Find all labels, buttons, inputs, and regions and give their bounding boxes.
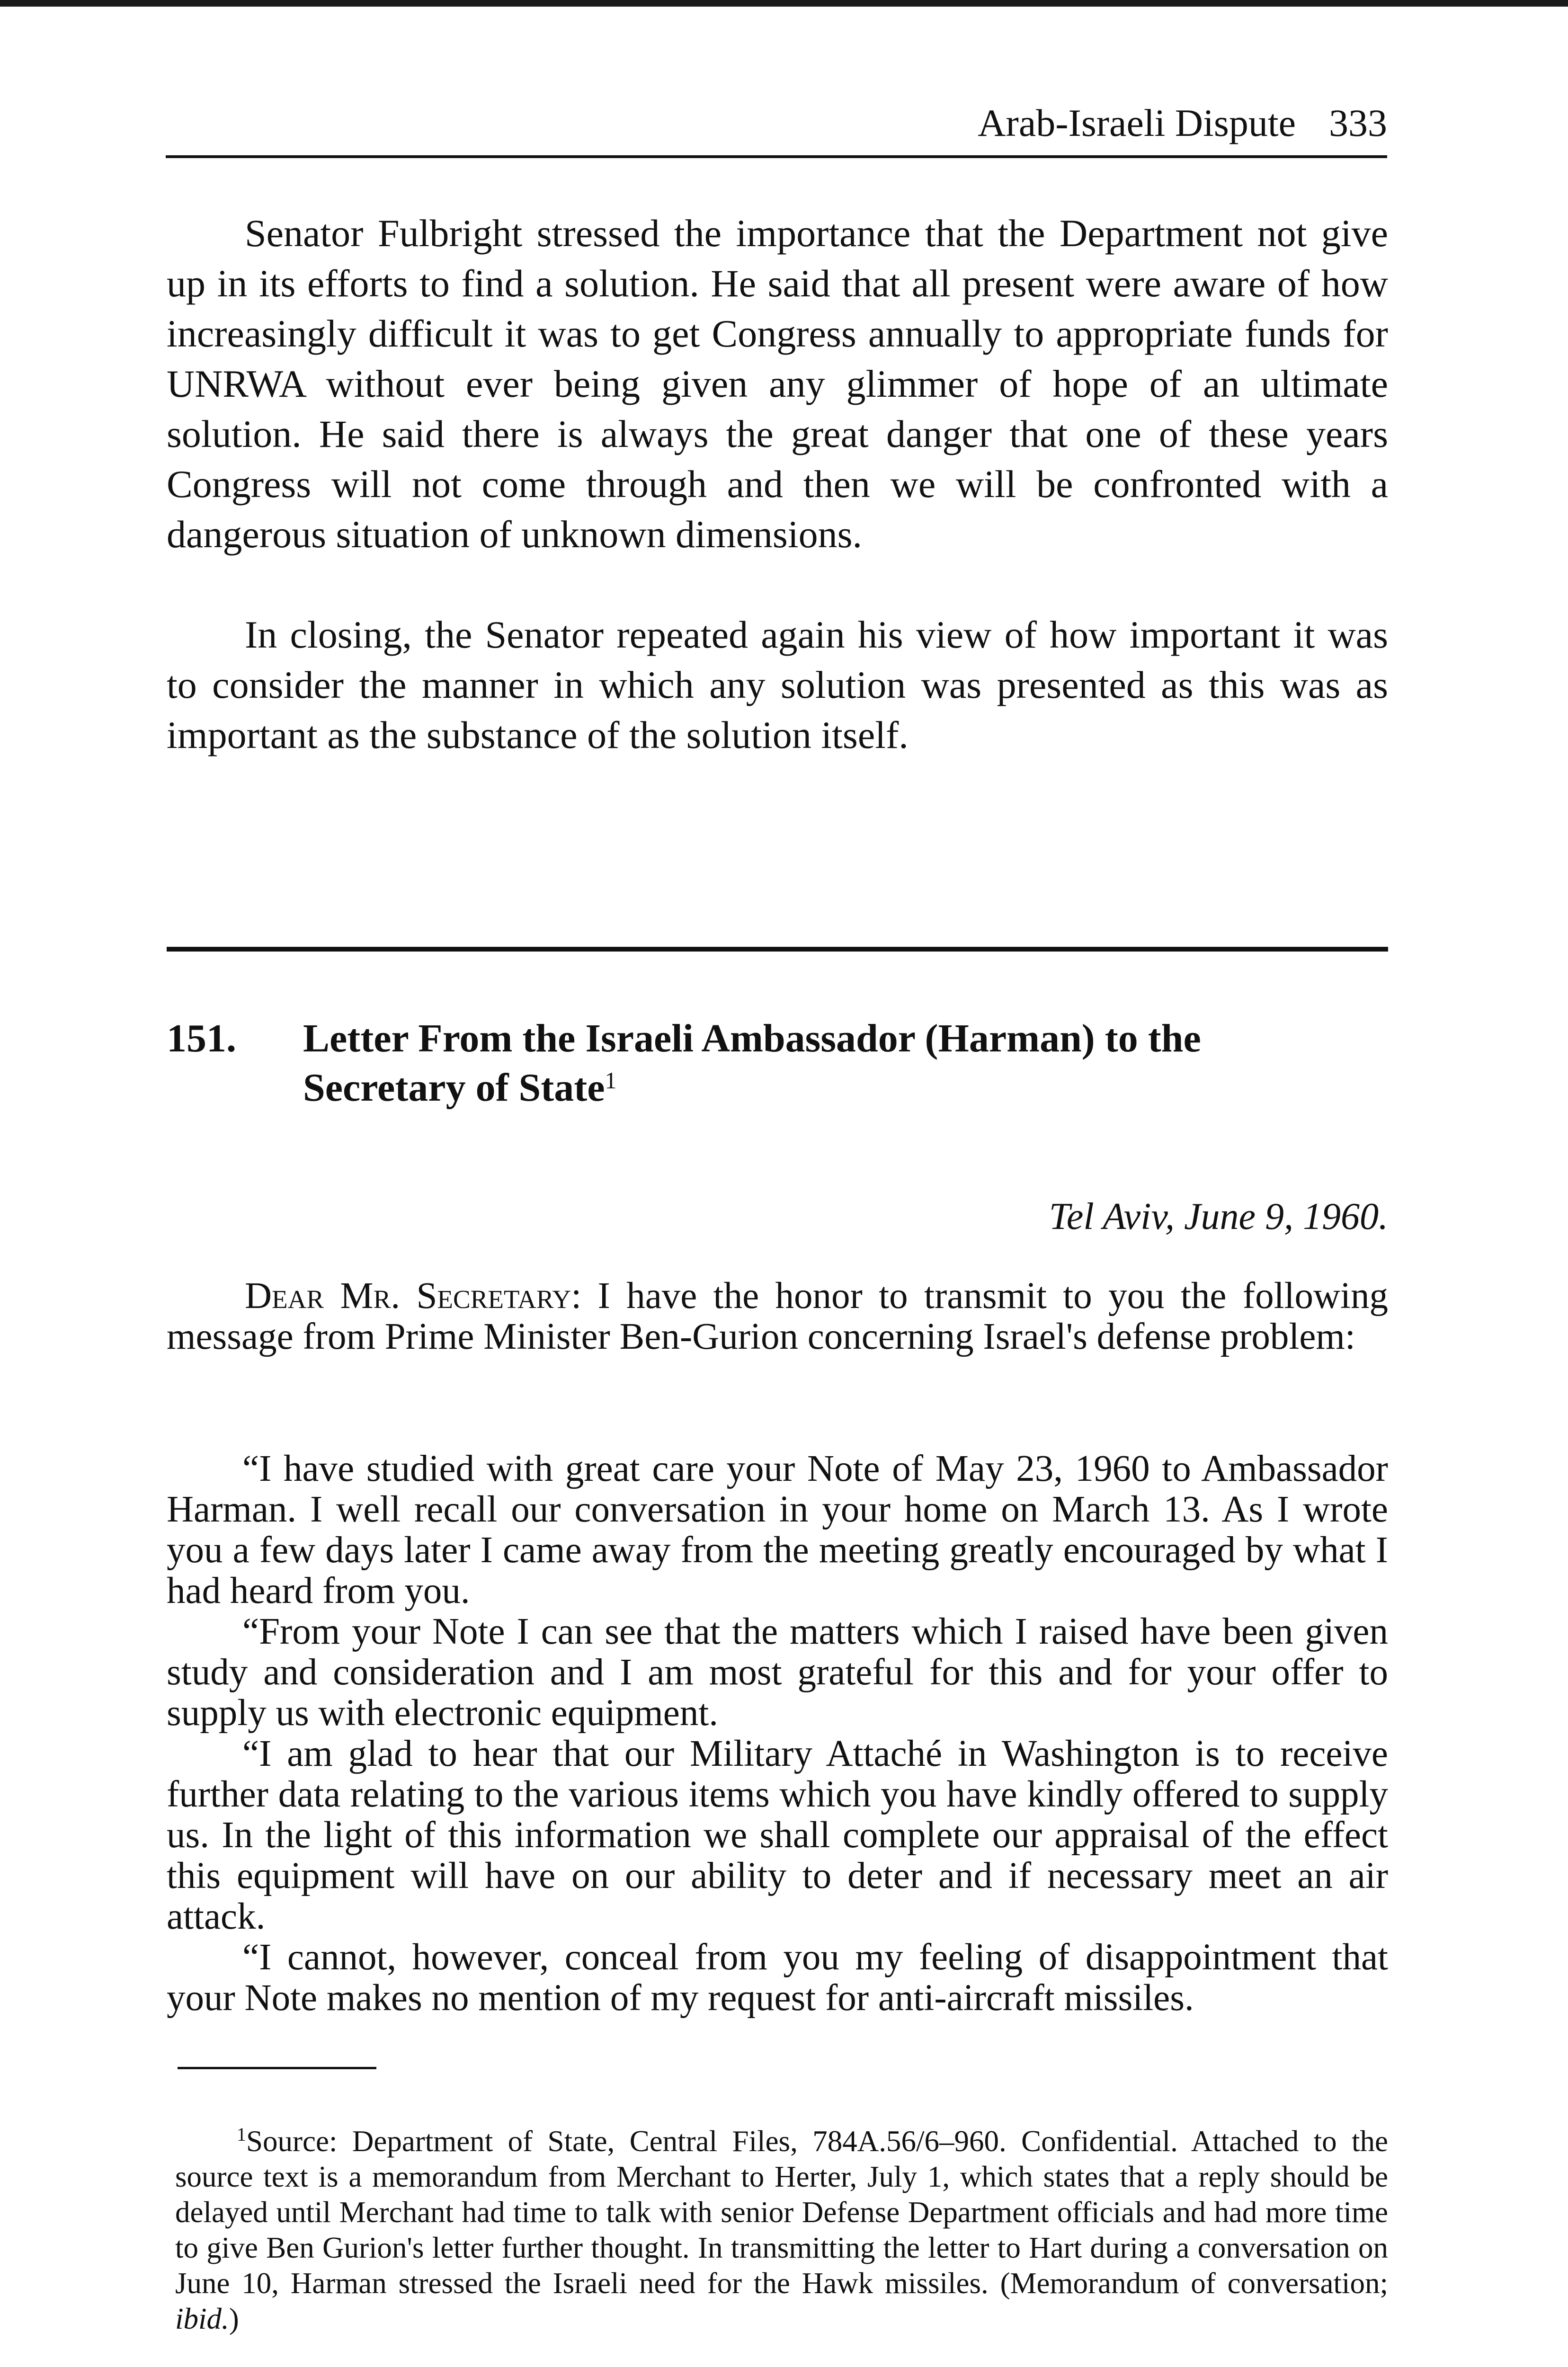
footnote-marker: 1 bbox=[237, 2124, 246, 2145]
footnote-reference[interactable]: 1 bbox=[605, 1067, 617, 1094]
footnote-close: ) bbox=[229, 2302, 239, 2335]
footnote-ibid: ibid. bbox=[175, 2302, 229, 2335]
quoted-paragraph-1: “I have studied with great care your Note of May 23, 1960 to Ambassador Harman. I well recall our conversation in your home on March 13. As I wrote you a few days later I came away from the meeting greatly encouraged by what I had heard from you. bbox=[167, 1448, 1388, 1611]
letter-intro-text: I have the honor to transmit to you the following message from Prime Minister Ben-Gurion concerning Israel's defense problem: bbox=[167, 1275, 1388, 1357]
page-number: 333 bbox=[1329, 101, 1387, 144]
scan-top-border bbox=[0, 0, 1568, 7]
quoted-paragraph-3: “I am glad to hear that our Military Attaché in Washington is to receive further data relating to the various items which you have kindly offered to supply us. In the light of this information we shall complete our appraisal of the effect this equipment will have on our ability to deter and if necessary meet an air attack. bbox=[167, 1733, 1388, 1937]
letter-intro-paragraph bbox=[167, 1276, 1388, 1357]
body-paragraph-1: Senator Fulbright stressed the importance that the Department not give up in its efforts to find a solution. He said that all present were aware of how increasingly difficult it was to get Congress annually to appropriate funds for UNRWA without ever being given any glimmer of hope of an ultimate solution. He said there is always the great danger that one of these years Congress will not come through and then we will be confronted with a dangerous situation of unknown dimensions. bbox=[167, 212, 1388, 556]
footnote bbox=[175, 2124, 1388, 2337]
salutation: Dear Mr. Secretary: bbox=[245, 1275, 582, 1317]
quoted-paragraph-4: “I cannot, however, conceal from you my feeling of disappointment that your Note makes no mention of my request for anti-aircraft missiles. bbox=[167, 1937, 1388, 2019]
running-header bbox=[166, 99, 1387, 147]
document-title-text: Letter From the Israeli Ambassador (Harman) to the Secretary of State bbox=[303, 1016, 1201, 1110]
running-title: Arab-Israeli Dispute bbox=[978, 101, 1296, 144]
body-paragraph-2: In closing, the Senator repeated again his view of how important it was to consider the manner in which any solution was presented as this was as important as the substance of the solution itself. bbox=[167, 613, 1388, 756]
header-rule bbox=[166, 155, 1387, 158]
document-title bbox=[303, 1014, 1345, 1112]
dateline: Tel Aviv, June 9, 1960. bbox=[1049, 1196, 1388, 1237]
section-divider bbox=[167, 947, 1388, 952]
footnote-rule bbox=[178, 2067, 376, 2069]
footnote-text: Source: Department of State, Central Files, 784A.56/6–960. Confidential. Attached to the source text is a memorandum from Merchant to Herter, July 1, which states that a reply should be delayed until Merchant had time to talk with senior Defense Department officials and had more time to give Ben Gurion's letter further thought. In transmitting the letter to Hart during a conversation on June 10, Harman stressed the Israeli need for the Hawk missiles. (Memorandum of conversation; bbox=[175, 2125, 1388, 2300]
document-number: 151. bbox=[167, 1016, 236, 1060]
quoted-paragraph-2: “From your Note I can see that the matters which I raised have been given study and consideration and I am most grateful for this and for your offer to supply us with electronic equipment. bbox=[167, 1611, 1388, 1734]
